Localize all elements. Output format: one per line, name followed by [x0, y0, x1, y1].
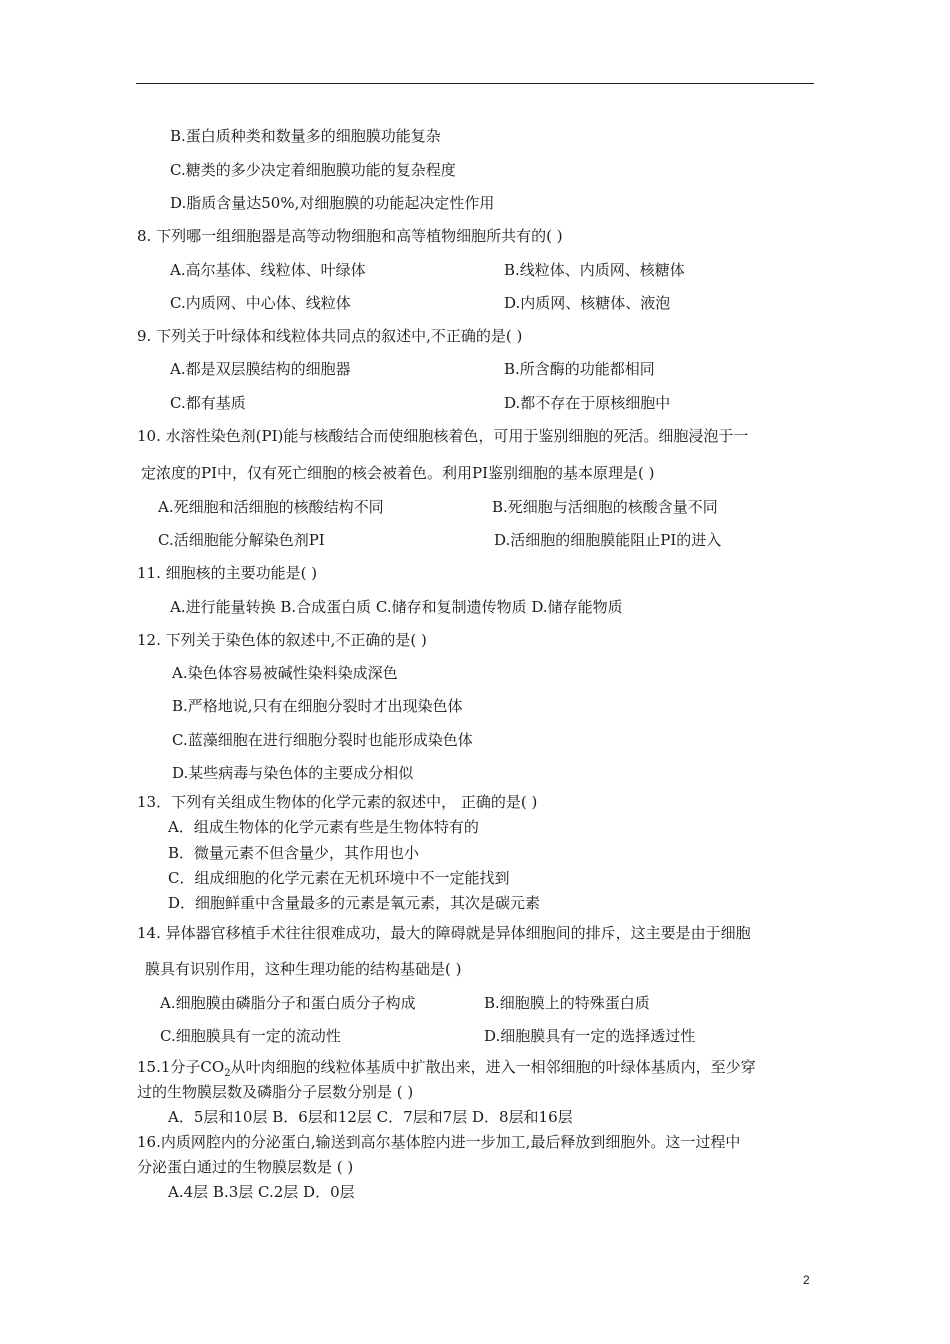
q10-option-a: A.死细胞和活细胞的核酸结构不同 [158, 498, 384, 516]
q8-stem: 8. 下列哪一组细胞器是高等动物细胞和高等植物细胞所共有的( ) [137, 227, 563, 245]
q11-options: A.进行能量转换 B.合成蛋白质 C.储存和复制遗传物质 D.储存能物质 [170, 598, 623, 616]
q13-option-d: D．细胞鲜重中含量最多的元素是氧元素，其次是碳元素 [168, 894, 541, 912]
q11-stem: 11. 细胞核的主要功能是( ) [137, 564, 318, 582]
q16-stem-line2: 分泌蛋白通过的生物膜层数是 ( ) [137, 1158, 354, 1176]
q8-option-a: A.高尔基体、线粒体、叶绿体 [170, 261, 366, 279]
q15-stem-line1 [137, 1057, 756, 1084]
q14-stem-line2: 膜具有识别作用，这种生理功能的结构基础是( ) [145, 960, 462, 978]
q9-option-d: D.都不存在于原核细胞中 [504, 394, 671, 412]
q8-option-c: C.内质网、中心体、线粒体 [170, 294, 351, 312]
q16-stem-line1: 16.内质网腔内的分泌蛋白,输送到高尔基体腔内进一步加工,最后释放到细胞外。这一过程中 [137, 1133, 741, 1151]
q8-option-b: B.线粒体、内质网、核糖体 [504, 261, 685, 279]
q9-option-a: A.都是双层膜结构的细胞器 [170, 360, 351, 378]
header-rule [136, 83, 814, 84]
q13-option-c: C．组成细胞的化学元素在无机环境中不一定能找到 [168, 869, 510, 887]
q12-stem: 12. 下列关于染色体的叙述中,不正确的是( ) [137, 631, 427, 649]
q12-option-d: D.某些病毒与染色体的主要成分相似 [172, 764, 414, 782]
q7-option-d: D.脂质含量达50%,对细胞膜的功能起决定性作用 [170, 194, 495, 212]
q15-options: A．5层和10层 B．6层和12层 C．7层和7层 D．8层和16层 [168, 1108, 573, 1126]
q15-subscript: 2 [224, 1068, 231, 1079]
q8-option-d: D.内质网、核糖体、液泡 [504, 294, 671, 312]
q12-option-b: B.严格地说,只有在细胞分裂时才出现染色体 [172, 697, 463, 715]
q15-stem-line2: 过的生物膜层数及磷脂分子层数分别是 ( ) [137, 1083, 414, 1101]
q13-stem: 13．下列有关组成生物体的化学元素的叙述中， 正确的是( ) [137, 793, 538, 811]
q12-option-a: A.染色体容易被碱性染料染成深色 [172, 664, 398, 682]
q16-options: A.4层 B.3层 C.2层 D．0层 [168, 1183, 355, 1201]
q9-stem: 9. 下列关于叶绿体和线粒体共同点的叙述中,不正确的是( ) [137, 327, 523, 345]
q13-option-b: B．微量元素不但含量少，其作用也小 [168, 844, 420, 862]
q14-option-c: C.细胞膜具有一定的流动性 [160, 1027, 341, 1045]
q10-stem-line1: 10. 水溶性染色剂(PI)能与核酸结合而使细胞核着色，可用于鉴别细胞的死活。细胞浸泡于一 [137, 427, 749, 445]
q10-option-d: D.活细胞的细胞膜能阻止PI的进入 [494, 531, 722, 549]
page-number: 2 [803, 1273, 810, 1287]
q7-option-b: B.蛋白质种类和数量多的细胞膜功能复杂 [170, 127, 441, 145]
q9-option-b: B.所含酶的功能都相同 [504, 360, 655, 378]
q10-option-b: B.死细胞与活细胞的核酸含量不同 [492, 498, 718, 516]
q13-option-a: A．组成生物体的化学元素有些是生物体特有的 [168, 818, 479, 836]
q15-stem-pre: 15.1分子CO [137, 1058, 225, 1076]
q10-option-c: C.活细胞能分解染色剂PI [158, 531, 325, 549]
q7-option-c: C.糖类的多少决定着细胞膜功能的复杂程度 [170, 161, 456, 179]
q14-option-b: B.细胞膜上的特殊蛋白质 [484, 994, 650, 1012]
q12-option-c: C.蓝藻细胞在进行细胞分裂时也能形成染色体 [172, 731, 473, 749]
q14-stem-line1: 14. 异体器官移植手术往往很难成功，最大的障碍就是异体细胞间的排斥，这主要是由于细胞 [137, 924, 751, 942]
q9-option-c: C.都有基质 [170, 394, 246, 412]
q15-stem-post: 从叶肉细胞的线粒体基质中扩散出来，进入一相邻细胞的叶绿体基质内，至少穿 [230, 1058, 756, 1076]
q14-option-d: D.细胞膜具有一定的选择透过性 [484, 1027, 696, 1045]
q10-stem-line2: 定浓度的PI中，仅有死亡细胞的核会被着色。利用PI鉴别细胞的基本原理是( ) [141, 464, 655, 482]
q14-option-a: A.细胞膜由磷脂分子和蛋白质分子构成 [160, 994, 416, 1012]
